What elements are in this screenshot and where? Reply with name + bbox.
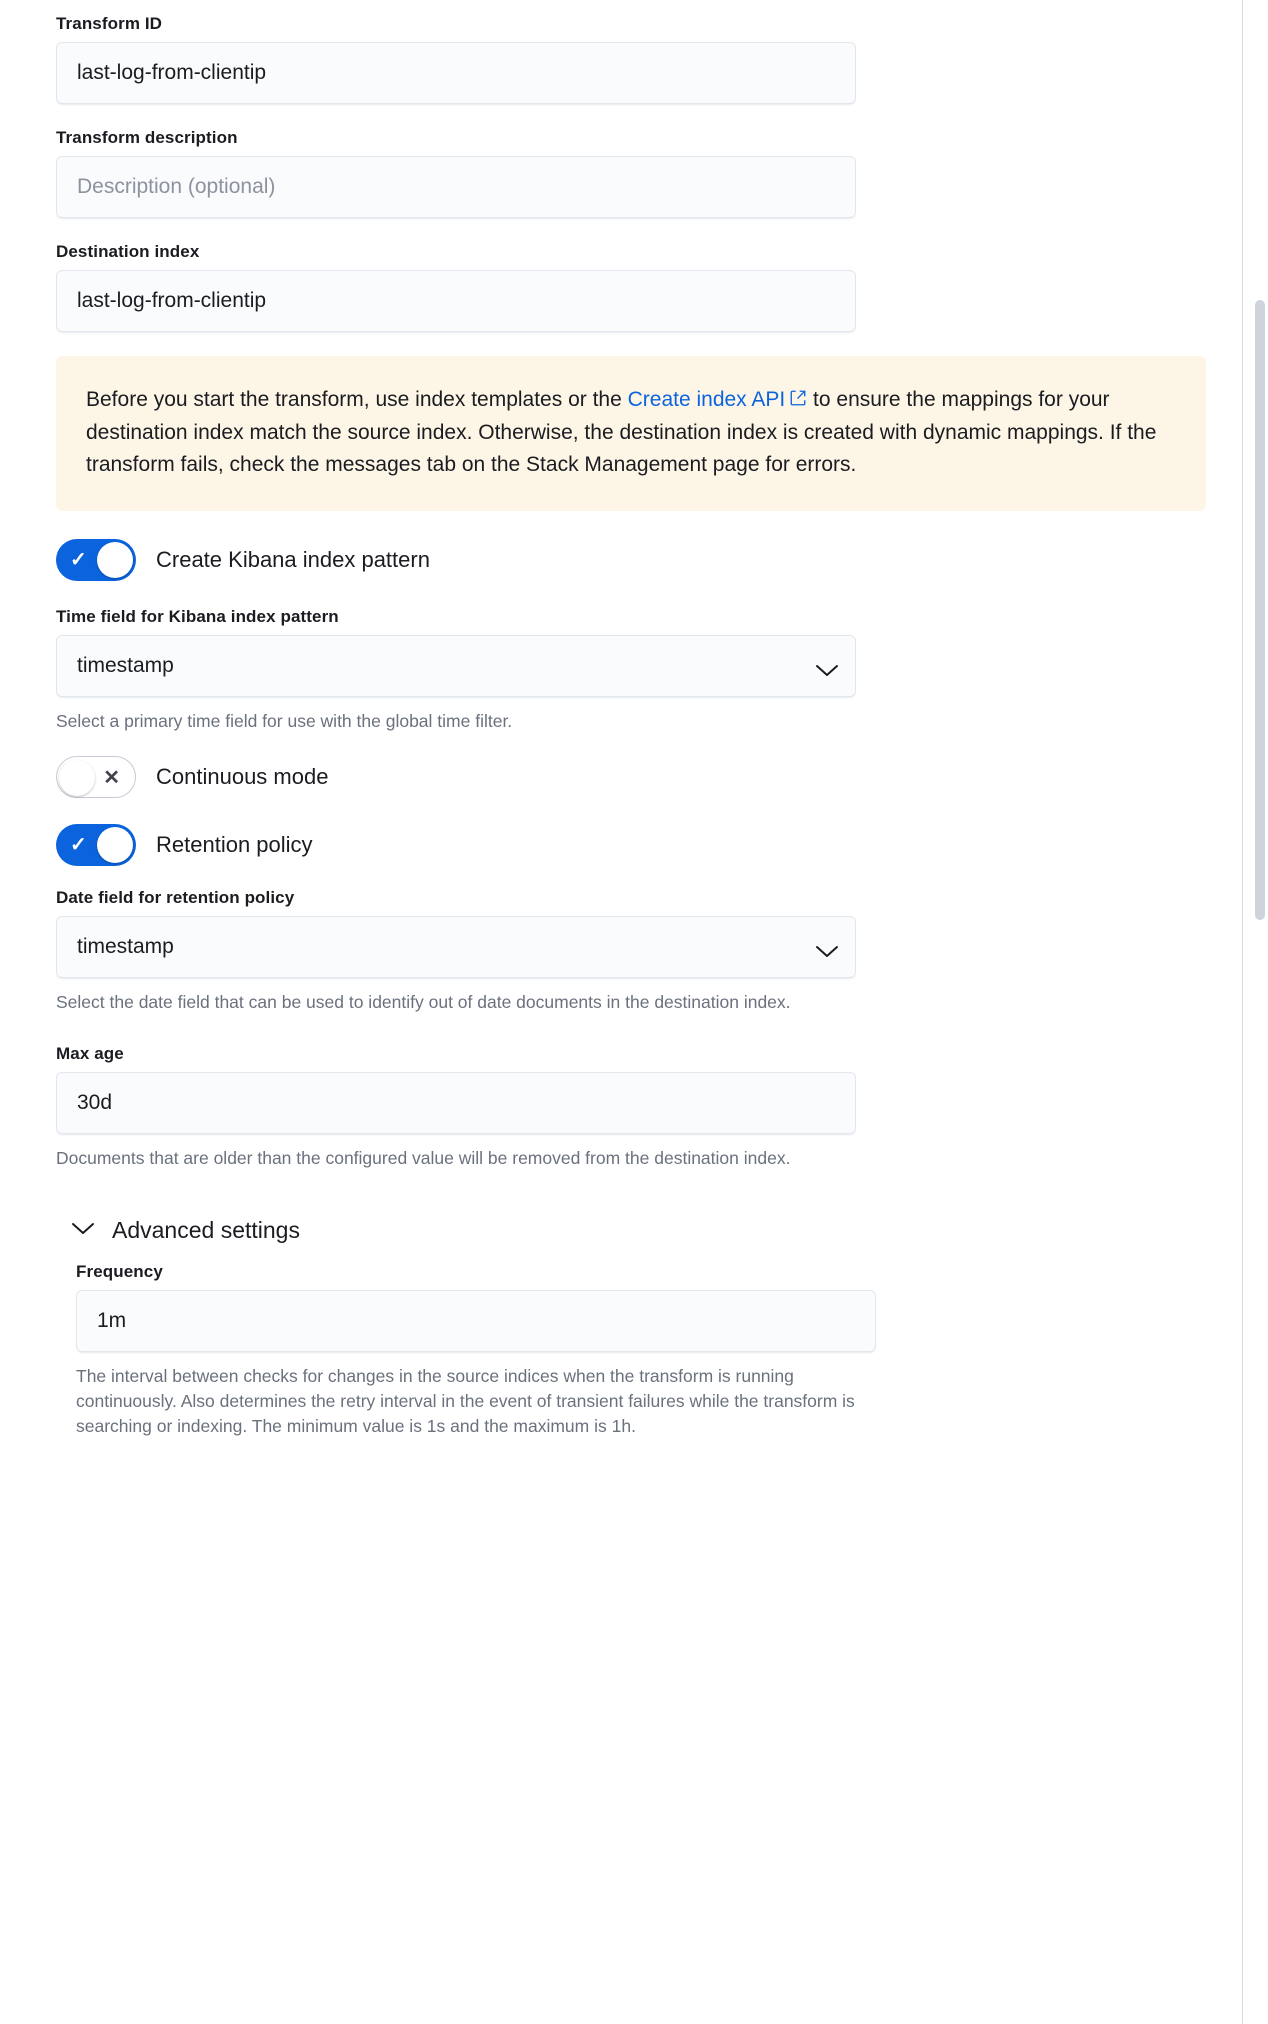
chevron-down-icon: [815, 941, 835, 953]
time-field-select[interactable]: [56, 635, 856, 697]
destination-index-label: Destination index: [56, 242, 200, 261]
index-mapping-callout: [56, 356, 1206, 511]
transform-id-label: Transform ID: [56, 14, 163, 33]
toggle-knob: [97, 542, 133, 578]
continuous-mode-label: Continuous mode: [156, 763, 329, 789]
create-index-pattern-label: Create Kibana index pattern: [156, 546, 430, 572]
date-field-value: timestamp: [77, 934, 174, 958]
retention-policy-row[interactable]: [56, 824, 1220, 866]
continuous-mode-toggle[interactable]: [56, 756, 136, 798]
panel-divider: [1242, 0, 1243, 2024]
date-field-help: Select the date field that can be used to identify out of date documents in the destination index.: [56, 991, 791, 1012]
callout-text-after: to ensure the mappings for your destination index match the source index. Otherwise, the destination index is created with dynamic mappings. If the transform fails, check the messages tab on the Stack Management page for errors.: [86, 388, 1157, 476]
max-age-field-group: [56, 1044, 1220, 1171]
retention-policy-label: Retention policy: [156, 831, 313, 857]
time-field-value: timestamp: [77, 653, 174, 677]
chevron-down-icon: [815, 660, 835, 672]
toggle-knob: [59, 760, 95, 796]
cross-icon: ✕: [103, 766, 120, 789]
max-age-label: Max age: [56, 1044, 124, 1064]
toggle-knob: [97, 827, 133, 863]
callout-text-before: Before you start the transform, use index templates or the: [86, 388, 628, 411]
create-index-pattern-row[interactable]: [56, 539, 1220, 581]
frequency-help: The interval between checks for changes in the source indices when the transform is running continuously. Also determines the retry interval in the event of transient failures while the transform is searching or indexing. The minimum value is 1s and the maximum is 1h.: [76, 1366, 855, 1436]
date-field-label: Date field for retention policy: [56, 887, 295, 907]
transform-description-input[interactable]: Description (optional): [56, 156, 856, 218]
transform-description-field-group: [56, 128, 1220, 218]
advanced-settings-label: Advanced settings: [112, 1217, 300, 1244]
transform-id-field-group: [56, 14, 1220, 104]
external-link-icon: [789, 385, 807, 417]
scrollbar-thumb[interactable]: [1255, 300, 1265, 920]
date-field-select[interactable]: [56, 916, 856, 978]
time-field-help: Select a primary time field for use with the global time filter.: [56, 710, 513, 731]
frequency-input[interactable]: 1m: [76, 1290, 876, 1352]
advanced-settings-body: [56, 1262, 1220, 1439]
frequency-label: Frequency: [76, 1262, 163, 1282]
scrollbar-track[interactable]: [1252, 0, 1268, 2024]
transform-description-label: Transform description: [56, 128, 238, 147]
max-age-input[interactable]: 30d: [56, 1072, 856, 1134]
destination-index-input[interactable]: last-log-from-clientip: [56, 270, 856, 332]
advanced-settings-toggle[interactable]: [70, 1217, 1220, 1244]
check-icon: ✓: [70, 833, 87, 856]
time-field-label: Time field for Kibana index pattern: [56, 606, 339, 626]
retention-policy-toggle[interactable]: [56, 824, 136, 866]
date-field-group: [56, 888, 1220, 1015]
continuous-mode-row[interactable]: [56, 756, 1220, 798]
check-icon: ✓: [70, 548, 87, 571]
create-index-pattern-toggle[interactable]: [56, 539, 136, 581]
destination-index-field-group: [56, 242, 1220, 332]
time-field-group: [56, 607, 1220, 734]
create-index-api-link[interactable]: Create index API: [627, 388, 786, 411]
chevron-down-icon: [70, 1220, 96, 1241]
max-age-help: Documents that are older than the configured value will be removed from the destination index.: [56, 1148, 791, 1169]
transform-id-input[interactable]: last-log-from-clientip: [56, 42, 856, 104]
